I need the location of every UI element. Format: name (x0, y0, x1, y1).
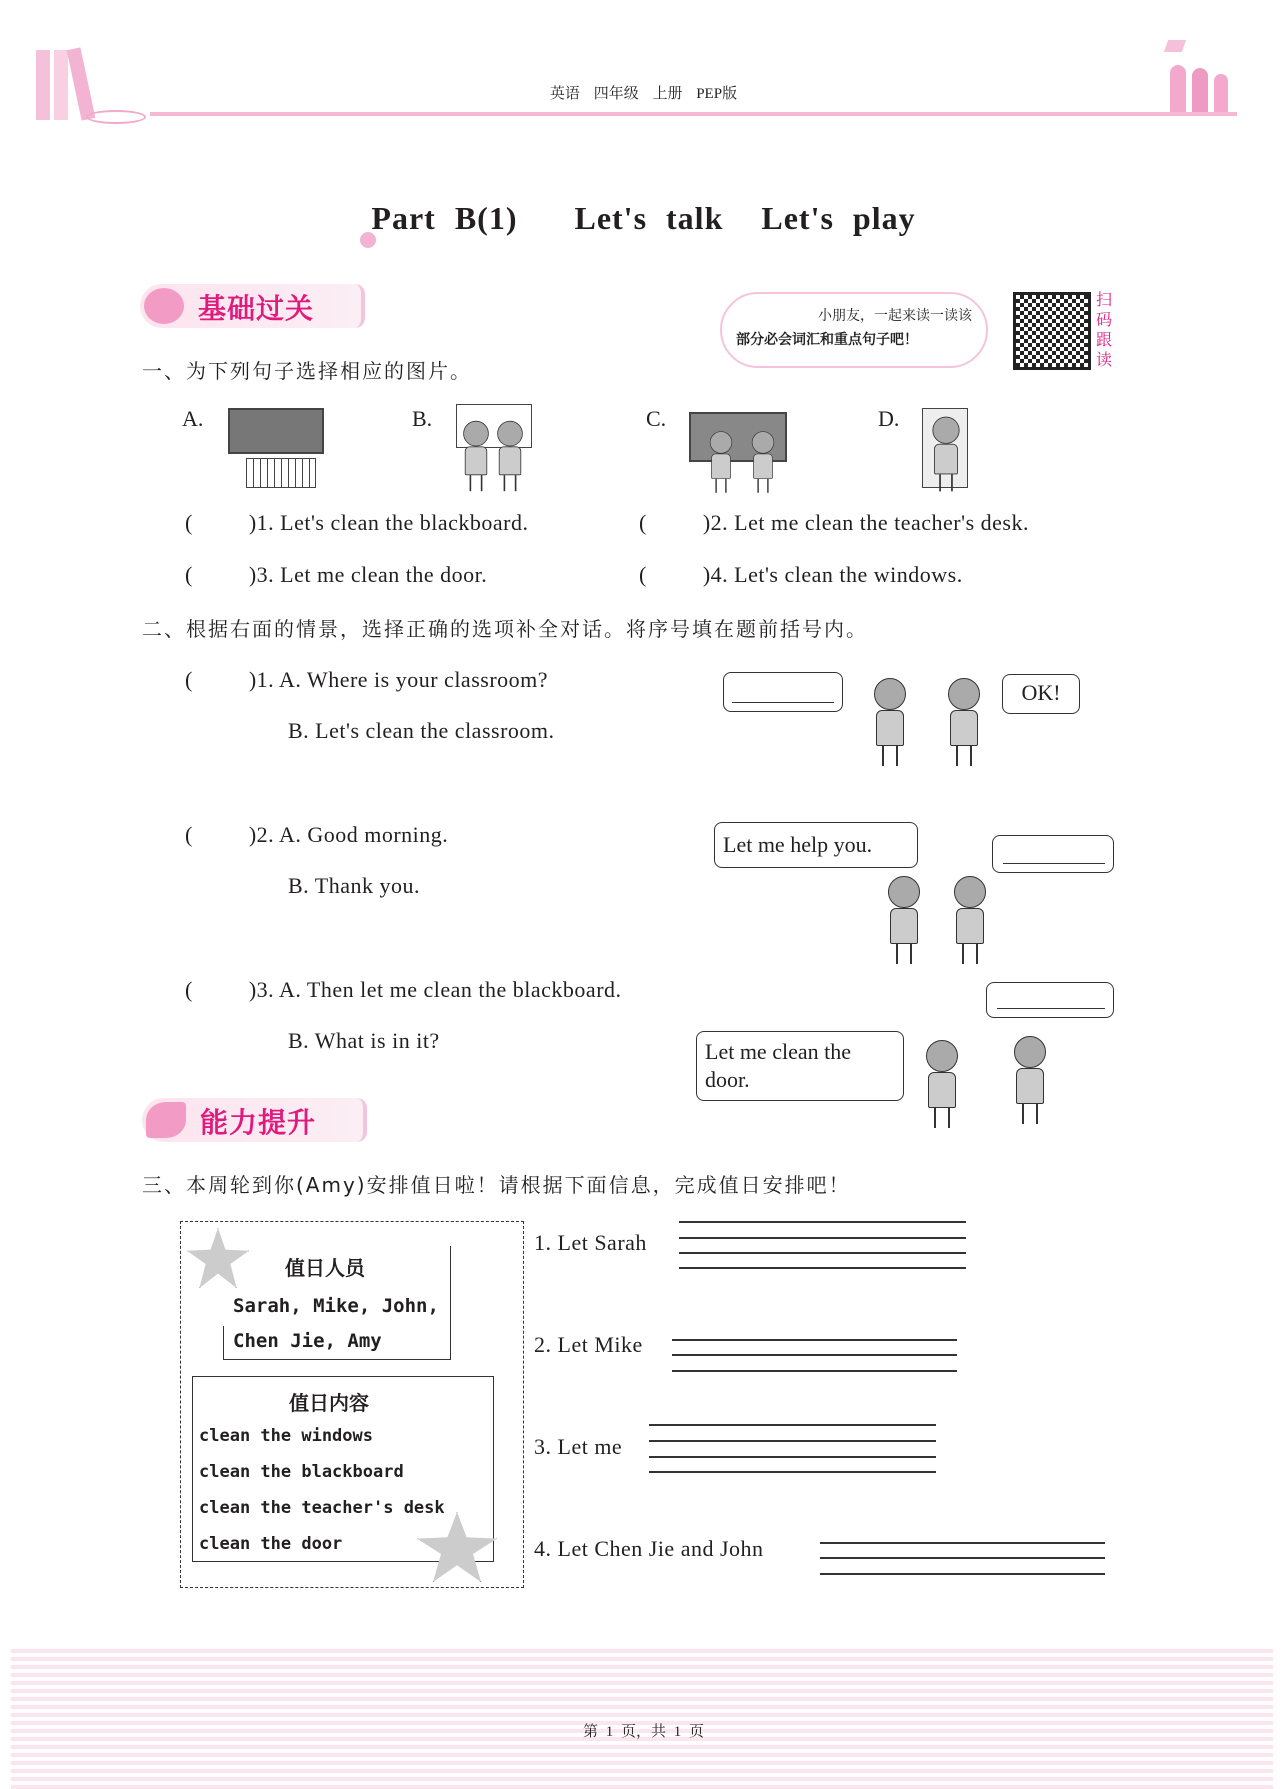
picture-cleaning-door (918, 408, 974, 496)
q1-item-3-text: )3. Let me clean the door. (248, 562, 488, 587)
answer-4-label: 4. Let Chen Jie and John (534, 1536, 764, 1561)
page-number: 第 1 页，共 1 页 (582, 1724, 704, 1740)
speech-bubble-blank-2 (992, 835, 1114, 873)
section-banner-advanced (142, 1098, 367, 1142)
header-rule (150, 112, 1237, 116)
q2-item-1-b: B. Let's clean the classroom. (288, 718, 555, 743)
tip-line-2: 部分必会词汇和重点句子吧！ (736, 332, 918, 348)
header-grade: 四年级 (593, 86, 639, 102)
boy-illustration (918, 1040, 966, 1128)
speech-bubble-door: Let me clean the door. (696, 1031, 904, 1101)
q2-item-2-a: ( )2. A. Good morning. (185, 822, 449, 847)
answer-1-label: 1. Let Sarah (534, 1230, 647, 1255)
task-item: clean the windows (199, 1426, 373, 1446)
picture-cleaning-windows (452, 404, 536, 496)
q1-item-2-text: )2. Let me clean the teacher's desk. (702, 510, 1029, 535)
speech-bubble-help: Let me help you. (714, 822, 918, 868)
section-banner-label: 基础过关 (198, 292, 315, 325)
answer-3-line[interactable] (649, 1424, 936, 1426)
header-volume: 上册 (652, 86, 683, 102)
speech-bubble-ok: OK! (1002, 674, 1080, 714)
answer-2-line[interactable] (672, 1339, 957, 1341)
speech-bubble-blank-3 (986, 982, 1114, 1018)
girl-with-bow-illustration (946, 876, 994, 964)
girl-illustration (1006, 1036, 1054, 1124)
q1-item-4: ( )4. Let's clean the windows. (639, 562, 963, 587)
header-children-kite-decoration (1160, 40, 1240, 115)
q2-item-2-b: B. Thank you. (288, 873, 420, 898)
q1-item-2: ( )2. Let me clean the teacher's desk. (639, 510, 1029, 535)
rocket-icon (146, 1102, 186, 1138)
option-b-label: B. (412, 406, 433, 431)
answer-2-line[interactable] (672, 1370, 957, 1372)
q3-instruction: 三、本周轮到你(Amy)安排值日啦！请根据下面信息，完成值日安排吧！ (142, 1173, 851, 1197)
speech-bubble-blank-1 (723, 672, 843, 712)
answer-2-line[interactable] (672, 1354, 957, 1356)
answer-1-line[interactable] (679, 1221, 966, 1223)
task-item: clean the door (199, 1534, 343, 1554)
q1-instruction: 一、为下列句子选择相应的图片。 (142, 359, 472, 383)
graduation-cap-icon (144, 288, 184, 324)
staff-title: 值日人员 (285, 1256, 365, 1280)
q1-item-1: ( )1. Let's clean the blackboard. (185, 510, 529, 535)
girl-illustration (866, 678, 914, 766)
answer-1-line[interactable] (679, 1252, 966, 1254)
staff-names-line-1: Sarah, Mike, John, (233, 1295, 439, 1317)
answer-1-line[interactable] (679, 1267, 966, 1269)
picture-blackboard-desk (226, 408, 326, 490)
q2-instruction: 二、根据右面的情景，选择正确的选项补全对话。将序号填在题前括号内。 (142, 617, 868, 641)
section-banner-basic (140, 284, 365, 328)
q1-item-1-text: )1. Let's clean the blackboard. (248, 510, 529, 535)
q2-item-1-a: ( )1. A. Where is your classroom? (185, 667, 549, 692)
answer-2-label: 2. Let Mike (534, 1332, 643, 1357)
answer-4-line[interactable] (820, 1573, 1105, 1575)
header-edition: PEP版 (696, 86, 738, 102)
picture-cleaning-blackboard (689, 412, 787, 482)
answer-3-line[interactable] (649, 1471, 936, 1473)
answer-3-label: 3. Let me (534, 1434, 623, 1459)
tip-line-1: 小朋友，一起来读一读该 (818, 308, 972, 324)
q1-item-3: ( )3. Let me clean the door. (185, 562, 488, 587)
staff-left-border (223, 1326, 224, 1360)
answer-3-line[interactable] (649, 1440, 936, 1442)
tasks-title: 值日内容 (289, 1391, 369, 1415)
q2-item-3-a-text: )3. A. Then let me clean the blackboard. (248, 977, 622, 1002)
q1-item-4-text: )4. Let's clean the windows. (702, 562, 963, 587)
page-title: Part B(1) Let's talk Let's play (371, 200, 916, 236)
q2-item-3-b: B. What is in it? (288, 1028, 440, 1053)
task-item: clean the teacher's desk (199, 1498, 445, 1518)
footer-stripes (11, 1649, 1273, 1789)
header-text (0, 82, 1287, 103)
qr-code[interactable] (1013, 292, 1091, 370)
task-item: clean the blackboard (199, 1462, 404, 1482)
option-c-label: C. (646, 406, 667, 431)
option-d-label: D. (878, 406, 900, 431)
qr-label: 扫码跟读 (1096, 290, 1113, 369)
boy-illustration (940, 678, 988, 766)
answer-4-line[interactable] (820, 1542, 1105, 1544)
duty-info-card (180, 1221, 524, 1588)
answer-4-line[interactable] (820, 1557, 1105, 1559)
answer-3-line[interactable] (649, 1456, 936, 1458)
header-subject: 英语 (549, 86, 580, 102)
reading-tip-cloud (720, 292, 988, 368)
staff-names-line-2: Chen Jie, Amy (233, 1330, 382, 1352)
girl-illustration (880, 876, 928, 964)
answer-1-line[interactable] (679, 1237, 966, 1239)
option-a-label: A. (182, 406, 204, 431)
q2-item-2-a-text: )2. A. Good morning. (248, 822, 449, 847)
q2-item-1-a-text: )1. A. Where is your classroom? (248, 667, 549, 692)
section-banner-label: 能力提升 (200, 1106, 317, 1139)
q2-item-3-a: ( )3. A. Then let me clean the blackboard. (185, 977, 622, 1002)
